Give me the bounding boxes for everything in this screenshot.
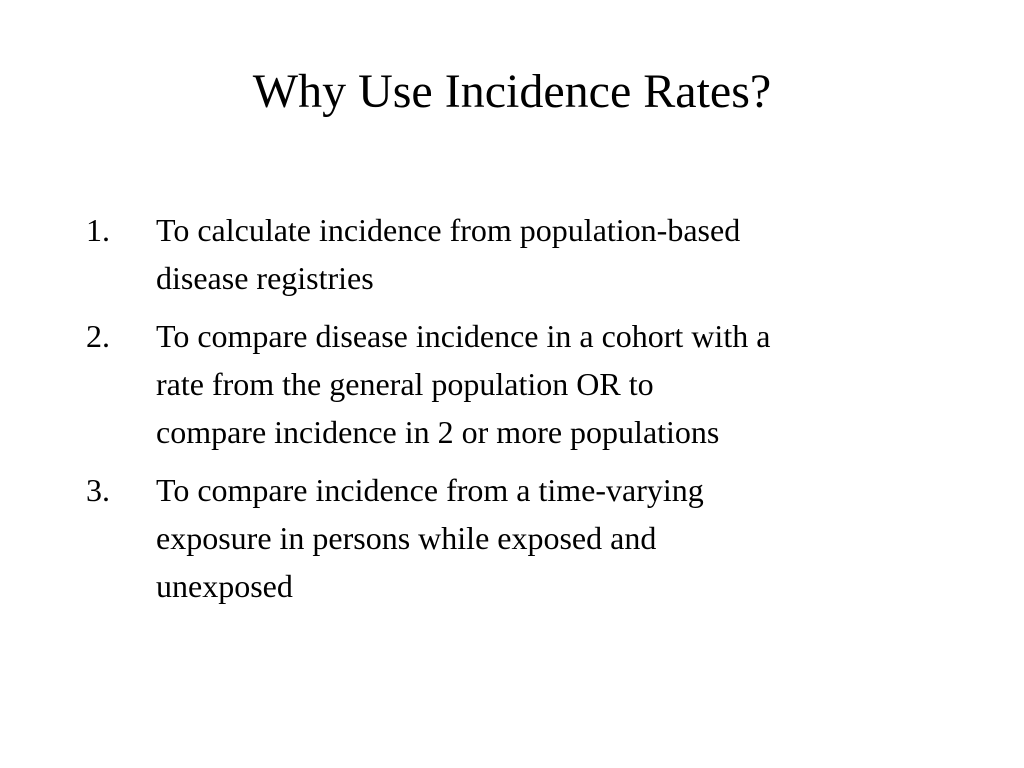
list-item-line: To compare incidence from a time-varying <box>156 472 704 508</box>
list-item-text <box>156 466 946 610</box>
list-item-line: To calculate incidence from population-based <box>156 212 741 248</box>
list-item-line: exposure in persons while exposed and <box>156 520 657 556</box>
list-item-text <box>156 206 946 302</box>
list-item-number: 2. <box>86 318 110 354</box>
list-item <box>86 206 946 302</box>
list-item-line: unexposed <box>156 568 293 604</box>
list-item-line: To compare disease incidence in a cohort with a <box>156 318 771 354</box>
list-item-text <box>156 312 946 456</box>
list-item <box>86 312 946 456</box>
list-item-line: disease registries <box>156 260 374 296</box>
numbered-list <box>86 206 946 620</box>
list-item <box>86 466 946 610</box>
list-item-line: rate from the general population OR to <box>156 366 654 402</box>
slide-title: Why Use Incidence Rates? <box>252 65 772 118</box>
list-item-number: 3. <box>86 472 110 508</box>
list-item-number: 1. <box>86 212 110 248</box>
list-item-line: compare incidence in 2 or more populations <box>156 414 720 450</box>
